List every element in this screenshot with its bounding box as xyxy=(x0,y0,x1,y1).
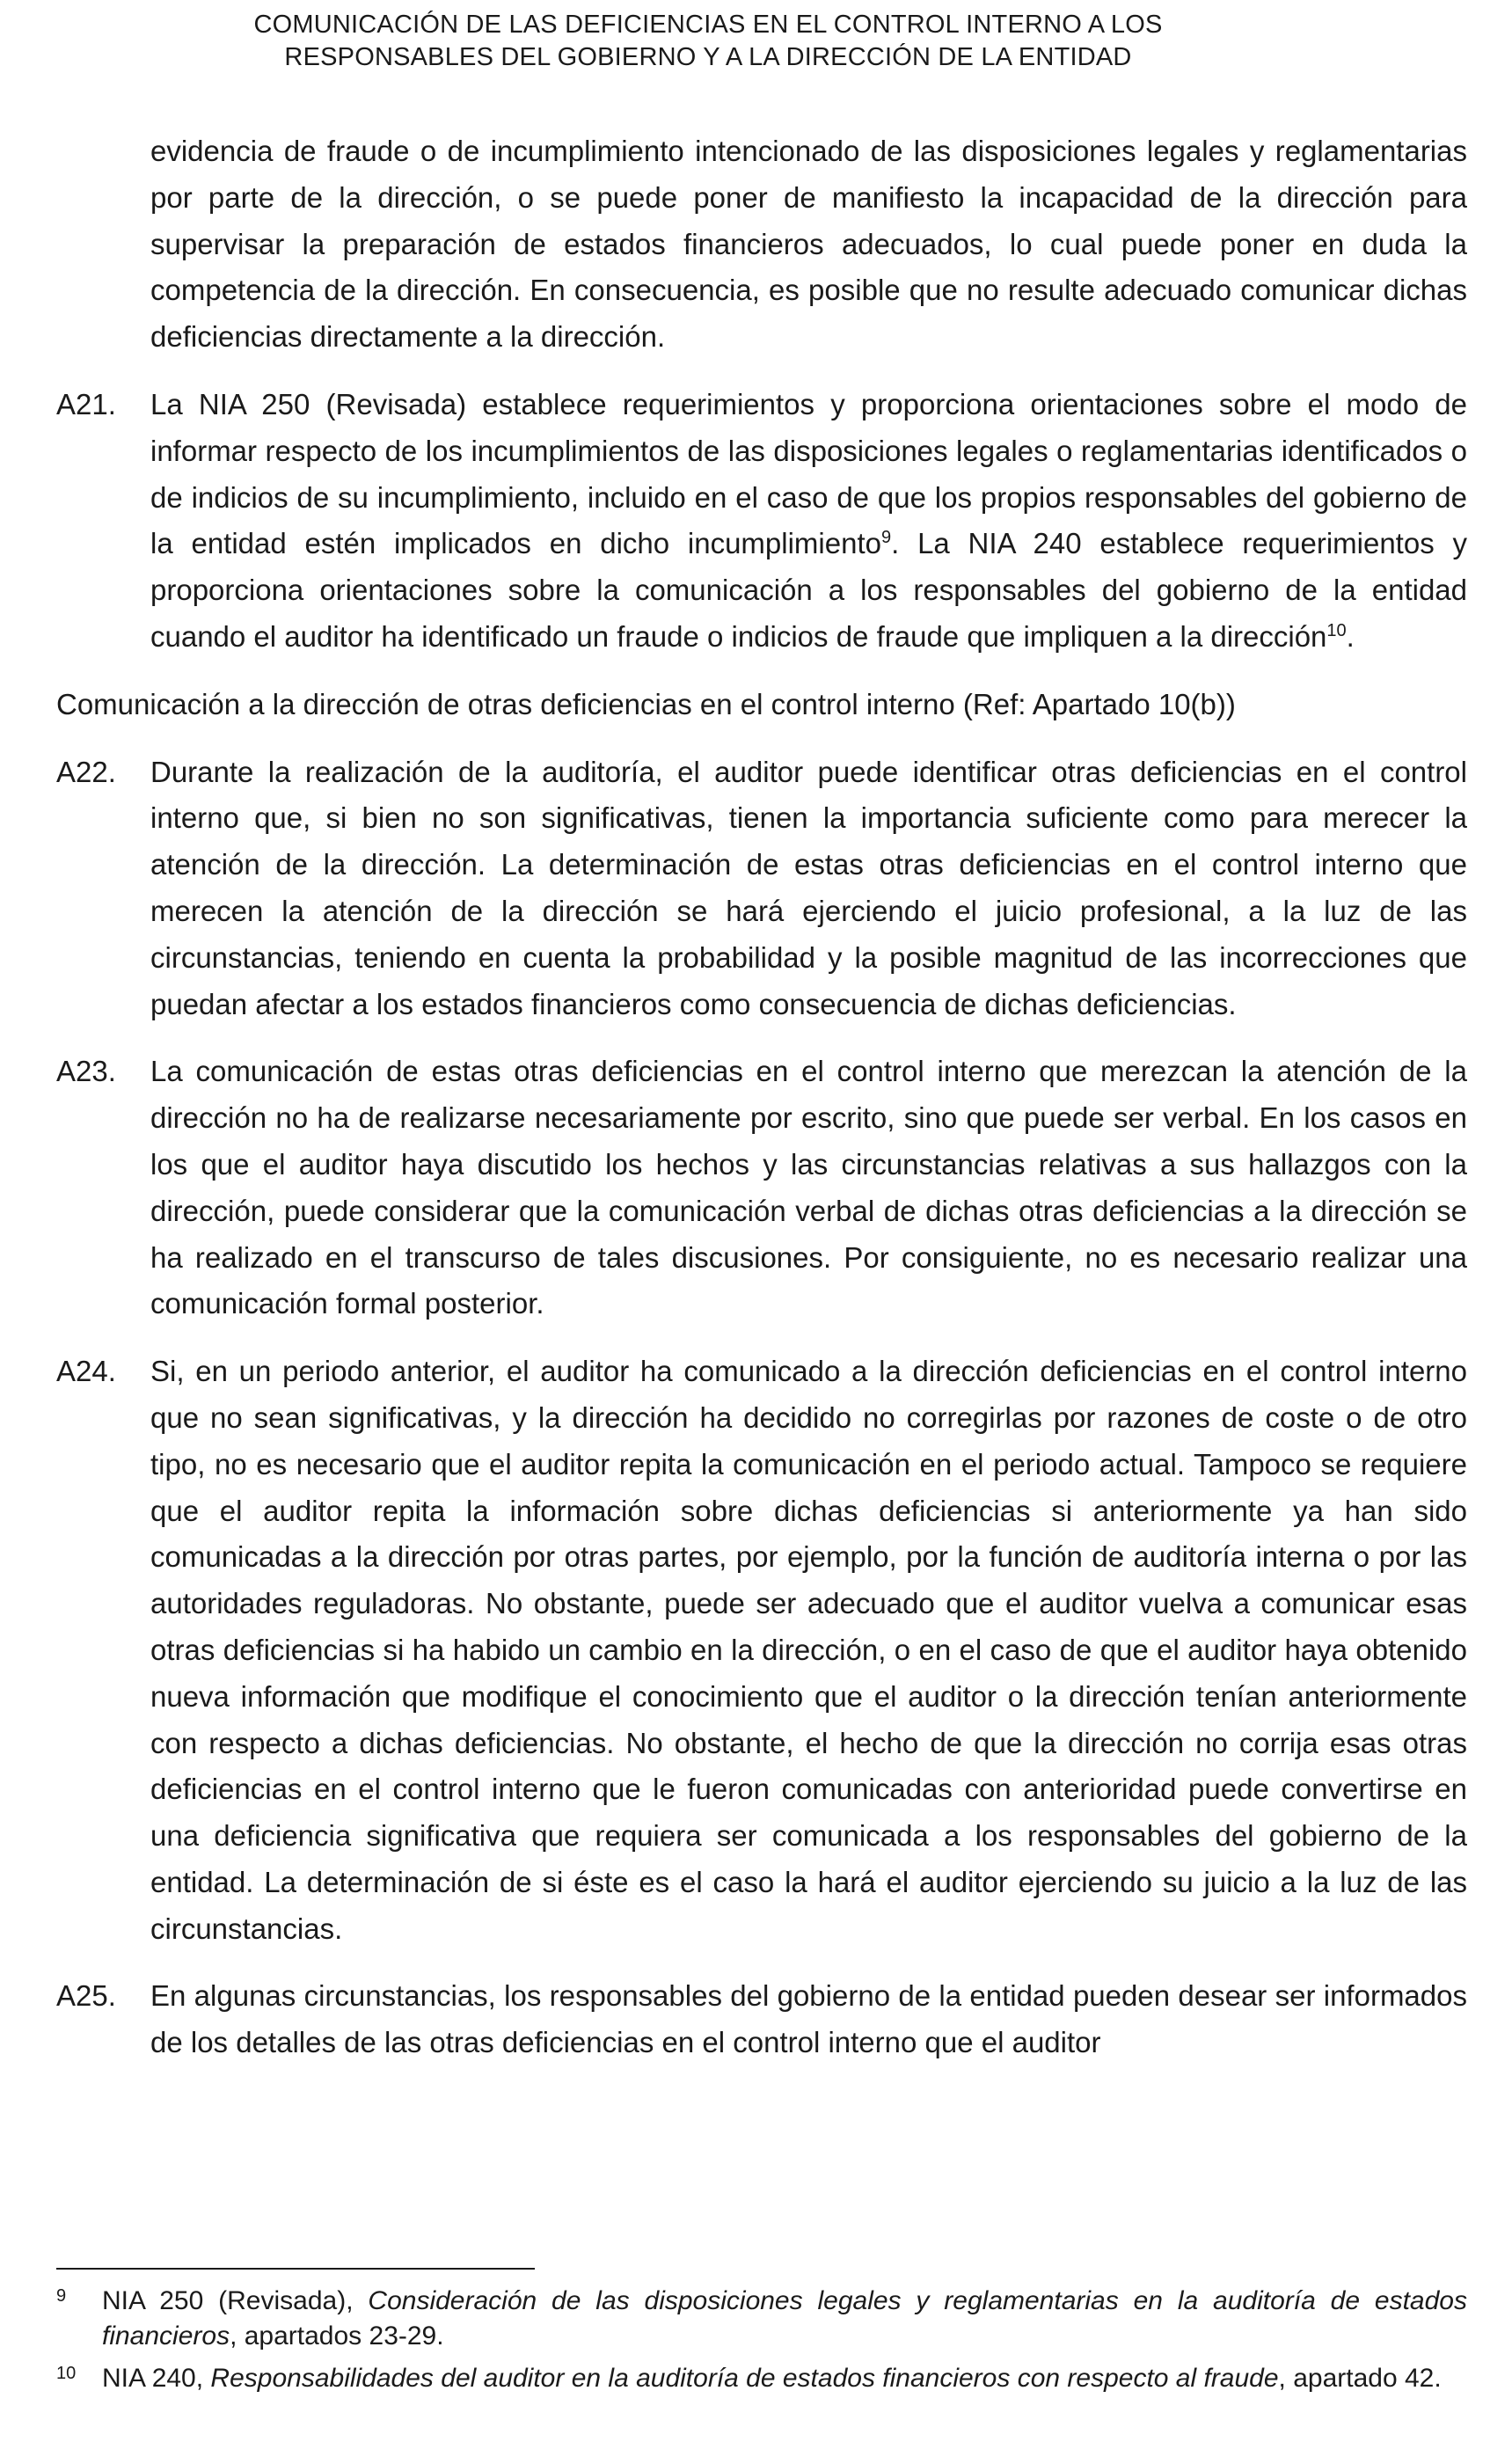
paragraph-number: A25. xyxy=(56,1979,116,2013)
paragraph-a25 xyxy=(56,1973,1467,2066)
paragraph-text: En algunas circunstancias, los responsables del gobierno de la entidad pueden desear ser informados de los detalles de las otras deficiencias en el control interno que el auditor xyxy=(150,1979,1467,2059)
footnote-divider xyxy=(56,2268,535,2270)
document-body xyxy=(56,128,1467,2087)
a21-text-part1: La NIA 250 (Revisada) establece requerimientos y proporciona orientaciones sobre el modo de informar respecto de los incumplimientos de las disposiciones legales o reglamentarias identificados o de indicios de su incumplimiento, incluido en el caso de que los propios responsables del gobierno de la entidad estén implicados en dicho incumplimiento xyxy=(150,387,1467,560)
paragraph-a23 xyxy=(56,1049,1467,1327)
paragraph-number: A22. xyxy=(56,755,116,788)
paragraph-text xyxy=(150,382,1467,661)
paragraph-text: Durante la realización de la auditoría, el auditor puede identificar otras deficiencias en el control interno que, si bien no son significativas, tienen la importancia suficiente como para merecer la atención de la dirección. La determinación de estas otras deficiencias en el control interno que merecen la atención de la dirección se hará ejerciendo el juicio profesional, a la luz de las circunstancias, teniendo en cuenta la probabilidad y la posible magnitud de las incorrecciones que puedan afectar a los estados financieros como consecuencia de dichas deficiencias. xyxy=(150,755,1467,1020)
footnote-text xyxy=(102,2284,1467,2354)
footnote-text xyxy=(102,2361,1467,2396)
running-header xyxy=(0,9,1512,74)
footnote-suffix: , apartados 23-29. xyxy=(230,2321,444,2351)
continuation-paragraph xyxy=(150,128,1467,361)
paragraph-number: A21. xyxy=(56,387,116,420)
paragraph-text: La comunicación de estas otras deficiencias en el control interno que merezcan la atención de la dirección no ha de realizarse necesariamente por escrito, sino que puede ser verbal. En los casos en los que el auditor haya discutido los hechos y las circunstancias relativas a sus hallazgos con la dirección, puede considerar que la comunicación verbal de dichas otras deficiencias a la dirección se ha realizado en el transcurso de tales discusiones. Por consiguiente, no es necesario realizar una comunicación formal posterior. xyxy=(150,1055,1467,1320)
footnote-9 xyxy=(56,2284,1467,2354)
paragraph-a22 xyxy=(56,749,1467,1028)
paragraph-text: Si, en un periodo anterior, el auditor ha comunicado a la dirección deficiencias en el control interno que no sean significativas, y la dirección ha decidido no corregirlas por razones de coste o de otro tipo, no es necesario que el auditor repita la comunicación en el periodo actual. Tampoco se requiere que el auditor repita la información sobre dichas deficiencias si anteriormente ya han sido comunicadas a la dirección por otras partes, por ejemplo, por la función de auditoría interna o por las autoridades reguladoras. No obstante, puede ser adecuado que el auditor vuelva a comunicar esas otras deficiencias si ha habido un cambio en la dirección, o en el caso de que el auditor haya obtenido nueva información que modifique el conocimiento que el auditor o la dirección tenían anteriormente con respecto a dichas deficiencias. No obstante, el hecho de que la dirección no corrija esas otras deficiencias en el control interno que le fueron comunicadas con anterioridad puede convertirse en una deficiencia significativa que requiera ser comunicada a los responsables del gobierno de la entidad. La determinación de si éste es el caso la hará el auditor ejerciendo su juicio a la luz de las circunstancias. xyxy=(150,1355,1467,1945)
a21-text-part3: . xyxy=(1346,619,1355,653)
footnote-prefix: NIA 250 (Revisada), xyxy=(102,2286,369,2315)
footnote-ref-9[interactable]: 9 xyxy=(880,528,892,548)
a21-text-part2: . La NIA 240 establece requerimientos y proporciona orientaciones sobre la comunicación a los responsables del gobierno de la entidad cuando el auditor ha identificado un fraude o indicios de fraude que impliquen a la dirección xyxy=(150,527,1467,653)
continuation-text: evidencia de fraude o de incumplimiento intencionado de las disposiciones legales y reglamentarias por parte de la dirección, o se puede poner de manifiesto la incapacidad de la dirección para supervisar la preparación de estados financieros adecuados, lo cual puede poner en duda la competencia de la dirección. En consecuencia, es posible que no resulte adecuado comunicar dichas deficiencias directamente a la dirección. xyxy=(150,135,1467,354)
footnote-10 xyxy=(56,2361,1467,2396)
footnote-ref-10[interactable]: 10 xyxy=(1326,620,1347,640)
footnote-title: Responsabilidades del auditor en la auditoría de estados financieros con respecto al fraude xyxy=(210,2364,1279,2393)
footnote-prefix: NIA 240, xyxy=(102,2364,211,2393)
footnote-title: Consideración de las disposiciones legales y reglamentarias en la auditoría de estados financieros xyxy=(102,2286,1467,2351)
paragraph-a24 xyxy=(56,1349,1467,1952)
paragraph-a21 xyxy=(56,382,1467,661)
paragraph-number: A24. xyxy=(56,1355,116,1388)
header-line-1: COMUNICACIÓN DE LAS DEFICIENCIAS EN EL CONTROL INTERNO A LOS xyxy=(253,11,1163,39)
header-line-2: RESPONSABLES DEL GOBIERNO Y A LA DIRECCIÓN DE LA ENTIDAD xyxy=(284,43,1132,71)
section-heading: Comunicación a la dirección de otras deficiencias en el control interno (Ref: Apartado 10(b)) xyxy=(56,687,1236,720)
footnotes xyxy=(56,2284,1467,2403)
footnote-number: 9 xyxy=(56,2286,67,2306)
footnote-number: 10 xyxy=(56,2364,77,2383)
paragraph-number: A23. xyxy=(56,1055,116,1088)
footnote-suffix: , apartado 42. xyxy=(1278,2364,1442,2393)
